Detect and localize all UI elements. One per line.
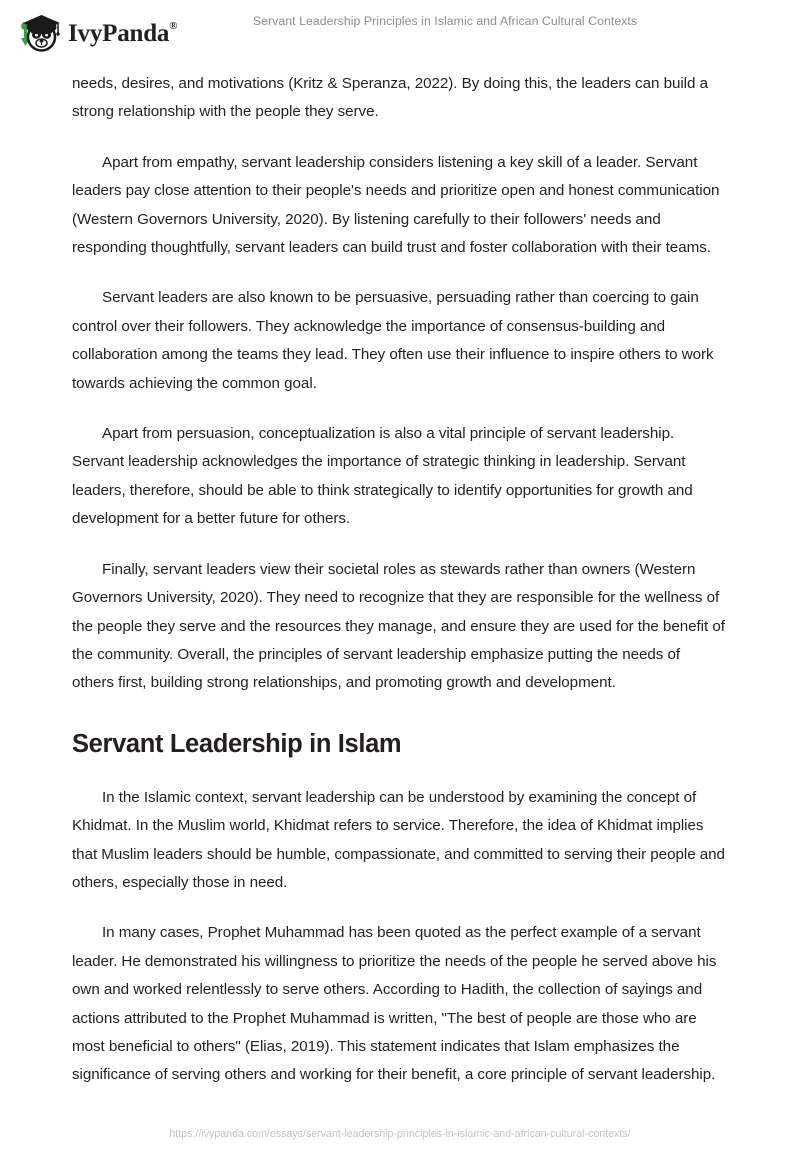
section-heading: Servant Leadership in Islam <box>72 729 402 758</box>
body-paragraph: In many cases, Prophet Muhammad has been quoted as the perfect example of a servant leader. He demonstrated his willingness to prioritize the needs of the people he served above his own and worked relentlessly to serve others. According to Hadith, the collection of sayings and actions attributed to the Prophet Muhammad is written, "The best of people are those who are most beneficial to others" (Elias, 2019). This statement indicates that Islam emphasizes the significance of serving others and working for their benefit, a core principle of servant leadership. <box>72 924 717 1084</box>
brand-name-text: IvyPanda <box>68 19 170 47</box>
body-paragraph: Apart from empathy, servant leadership considers listening a key skill of a leader. Servant leaders pay close attention to their people's needs and prioritize open and honest communication (Western Governors University, 2020). By listening carefully to their followers' needs and responding thoughtfully, servant leaders can build trust and foster collaboration with their teams. <box>72 153 720 257</box>
document-body <box>72 70 726 1112</box>
body-paragraph: Finally, servant leaders view their societal roles as stewards rather than owners (Western Governors University, 2020). They need to recognize that they are responsible for the wellness of the people they serve and the resources they manage, and ensure they are used for the benefit of the community. Overall, the principles of servant leadership emphasize putting the needs of others first, building strong relationships, and promoting growth and development. <box>72 560 725 692</box>
body-paragraph: Servant leaders are also known to be persuasive, persuading rather than coercing to gain control over their followers. They acknowledge the importance of consensus-building and collaboration among the teams they lead. They often use their influence to inspire others to work towards achieving the common goal. <box>72 289 714 392</box>
body-paragraph: needs, desires, and motivations (Kritz & Speranza, 2022). By doing this, the leaders can build a strong relationship with the people they serve. <box>72 75 708 121</box>
page-header <box>0 0 800 62</box>
running-title: Servant Leadership Principles in Islamic and African Cultural Contexts <box>252 14 638 28</box>
registered-mark: ® <box>169 20 178 33</box>
source-url-link[interactable]: https://ivypanda.com/essays/servant-leadership-principles-in-islamic-and-african-cultural-contexts/ <box>169 1128 631 1140</box>
body-paragraph: In the Islamic context, servant leadership can be understood by examining the concept of Khidmat. In the Muslim world, Khidmat refers to service. Therefore, the idea of Khidmat implies that Muslim leaders should be humble, compassionate, and committed to serving their people and others, especially those in need. <box>72 788 725 891</box>
body-paragraph: Apart from persuasion, conceptualization is also a vital principle of servant leadership. Servant leadership acknowledges the importance of strategic thinking in leadership. Servant leaders, therefore, should be able to think strategically to identify opportunities for growth and development for a better future for others. <box>72 425 693 528</box>
page-footer <box>0 1124 800 1142</box>
